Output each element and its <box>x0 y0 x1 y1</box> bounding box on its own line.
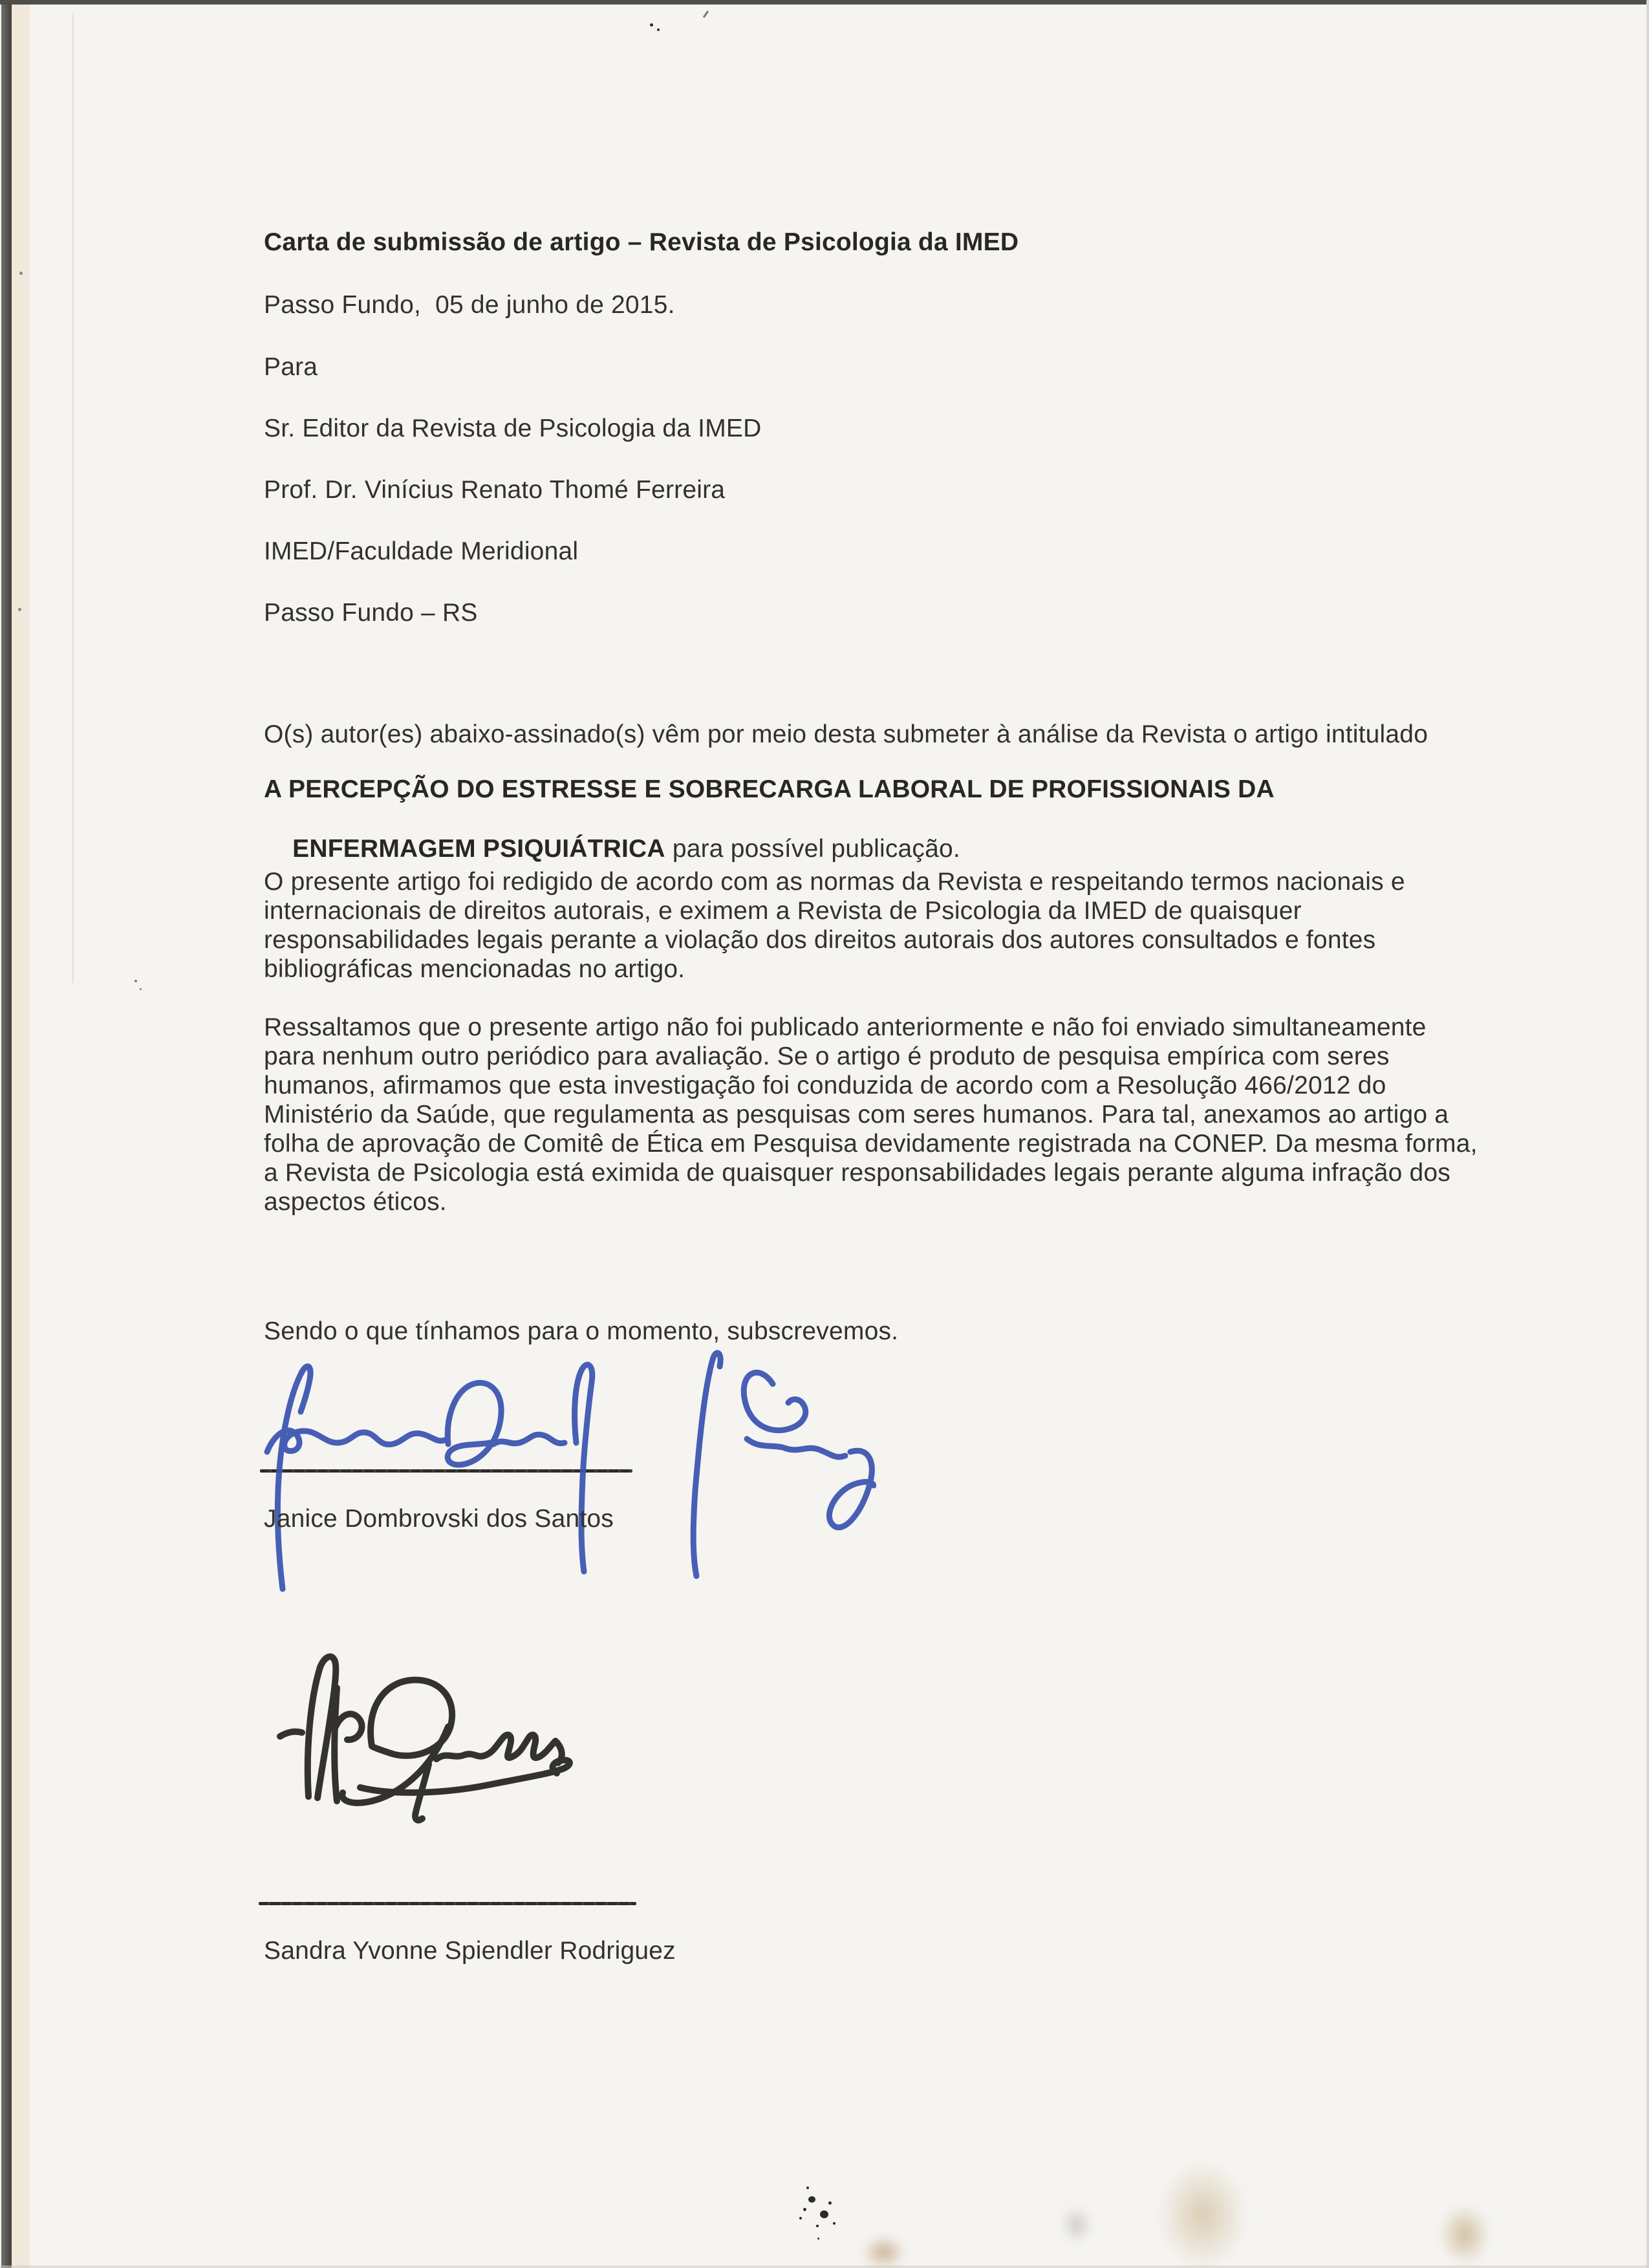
ethics-paragraph: Ressaltamos que o presente artigo não foi publicado anteriormente e não foi enviado simultaneamente para nenhum outro periódico para avaliação. Se o artigo é produto de pesquisa empírica com seres humanos, afirmamos que esta investigação foi conduzida de acordo com a Resolução 466/2012 do Ministério da Saúde, que regulamenta as pesquisas com seres humanos. Para tal, anexamos ao artigo a folha de aprovação de Comitê de Ética em Pesquisa devidamente registrada na CONEP. Da mesma forma, a Revista de Psicologia está eximida de quaisquer responsabilidades legais perante alguma infração dos aspectos éticos. <box>264 1013 1478 1216</box>
stain <box>861 2234 907 2268</box>
dust-speck <box>650 23 653 27</box>
scanner-edge-left <box>1 0 12 2268</box>
letter-title: Carta de submissão de artigo – Revista de Psicologia da IMED <box>264 228 1019 256</box>
ink-speck-cluster <box>808 2196 815 2203</box>
scanner-edge-top <box>0 0 1649 5</box>
recipient-line: Sr. Editor da Revista de Psicologia da IMED <box>264 415 762 442</box>
ink-speck-cluster <box>828 2201 832 2205</box>
paper-edge-strip <box>12 3 30 2268</box>
recipient-line: Prof. Dr. Vinícius Renato Thomé Ferreira <box>264 476 726 504</box>
ink-speck-cluster <box>817 2238 819 2240</box>
scanner-edge-bottom <box>0 2265 1649 2268</box>
article-title-line1: A PERCEPÇÃO DO ESTRESSE E SOBRECARGA LABORAL DE PROFISSIONAIS DA <box>264 775 1275 803</box>
closing-line: Sendo o que tínhamos para o momento, subscrevemos. <box>264 1317 899 1345</box>
dust-speck <box>135 980 137 982</box>
recipient-line: Passo Fundo – RS <box>264 599 478 627</box>
article-title-suffix: para possível publicação. <box>665 835 960 863</box>
ink-speck-cluster <box>806 2187 809 2189</box>
article-title <box>264 775 1275 864</box>
signature-line <box>260 1469 632 1473</box>
dust-speck <box>140 988 142 990</box>
stain <box>1439 2204 1491 2265</box>
dust-speck <box>703 10 709 18</box>
stain <box>1061 2205 1093 2244</box>
signature-janice-handwritten <box>255 1348 876 1601</box>
recipient-line: Para <box>264 353 318 381</box>
signer-name: Janice Dombrovski dos Santos <box>264 1505 614 1533</box>
intro-paragraph: O(s) autor(es) abaixo-assinado(s) vêm por meio desta submeter à análise da Revista o artigo intitulado <box>264 720 1428 748</box>
ink-speck-cluster <box>803 2208 806 2211</box>
norms-paragraph: O presente artigo foi redigido de acordo com as normas da Revista e respeitando termos nacionais e internacionais de direitos autorais, e eximem a Revista de Psicologia da IMED de quaisquer responsabilidades legais perante a violação dos direitos autorais dos autores consultados e fontes bibliográficas mencionadas no artigo. <box>264 868 1405 983</box>
signature-line <box>259 1902 636 1905</box>
dust-speck <box>18 608 21 611</box>
dust-speck <box>19 272 23 275</box>
ink-speck-cluster <box>816 2225 819 2227</box>
signature-spiendler-handwritten <box>275 1649 579 1827</box>
stain <box>1158 2160 1248 2268</box>
ink-speck-cluster <box>820 2210 828 2218</box>
paper-crease <box>72 13 74 983</box>
date-line: Passo Fundo, 05 de junho de 2015. <box>264 291 675 319</box>
dust-speck <box>657 28 660 31</box>
article-title-line2: ENFERMAGEM PSIQUIÁTRICA <box>292 835 665 863</box>
ink-speck-cluster <box>799 2217 802 2219</box>
signer-name: Sandra Yvonne Spiendler Rodriguez <box>264 1937 676 1965</box>
scanner-edge-right <box>1646 0 1649 2268</box>
ink-speck-cluster <box>833 2222 835 2225</box>
recipient-line: IMED/Faculdade Meridional <box>264 537 579 565</box>
